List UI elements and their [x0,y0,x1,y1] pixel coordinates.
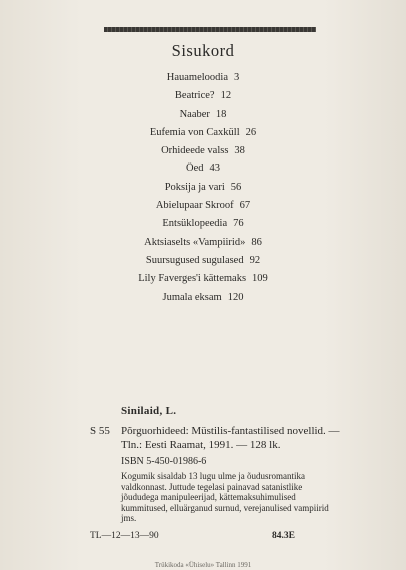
toc-entry-page: 92 [249,254,261,266]
toc-title: Sisukord [171,41,235,60]
toc-entry-page: 76 [233,218,244,230]
toc-entry-title: Naaber [179,108,210,120]
toc-entry [0,234,406,252]
toc-entry-title: Öed [186,163,204,175]
toc-entry [0,69,406,87]
toc-entry-title: Poksija ja vari [164,181,225,193]
decorative-rule [104,27,316,32]
toc-entry-page: 109 [252,273,268,285]
toc-entry-title: Suursugused sugulased [145,254,244,266]
toc-entry-title: Jumala eksam [162,291,222,303]
author-name: Sinilaid, L. [121,405,177,417]
catalog-description: Põrguorhideed: Müstilis-fantastilised novellid. — Tln.: Eesti Raamat, 1991. — 128 lk. [121,425,340,451]
toc-entry [0,106,406,124]
isbn: ISBN 5-450-01986-6 [121,456,207,467]
toc-entry-title: Hauameloodia [166,72,228,83]
toc-entry [0,215,406,233]
toc-entry [0,197,406,215]
toc-entry-title: Aktsiaselts «Vampiirid» [144,236,246,248]
toc-entry [0,124,406,142]
bibliographic-record [90,404,340,524]
toc-entry-page: 3 [233,72,240,83]
toc-entry-page: 26 [245,126,257,138]
tl-number: TL—12—13—90 [90,531,159,541]
toc-entry-page: 18 [215,108,227,120]
toc-entry [0,270,406,288]
toc-entry-page: 56 [230,181,242,193]
toc-entry-title: Abielupaar Skroof [155,200,234,212]
printer-line: Trükikoda «Ühiselu» Tallinn 1991 [154,561,252,569]
catalog-code: S 55 [90,425,110,437]
toc-entry-page: 12 [220,90,232,102]
toc-entry [0,289,406,307]
toc-entry-page: 67 [239,200,251,212]
catalog-entry [90,424,340,452]
price-code: 84.3E [272,531,295,541]
toc-entry [0,142,406,160]
table-of-contents [0,69,406,307]
toc-entry [0,252,406,270]
toc-entry-page: 120 [227,291,244,303]
toc-entry [0,160,406,178]
toc-entry [0,87,406,105]
toc-entry-title: Eufemia von Caxküll [149,126,240,138]
toc-entry-title: Beatrice? [174,90,215,102]
toc-entry-page: 38 [234,145,245,157]
toc-entry-page: 86 [251,236,262,248]
toc-entry-title: Entsüklopeedia [162,218,228,230]
book-abstract: Kogumik sisaldab 13 lugu ulme ja õudusromantika valdkonnast. Juttude tegelasi painavad satanistlike jõududega manipuleerijad, kättemaksuhimulised kummitused, elluärganud surnud, verejanulised vampiirid jms. [121,471,329,523]
toc-entry [0,179,406,197]
toc-entry-title: Lily Faverges'i kättemaks [138,273,247,285]
toc-entry-title: Orhideede valss [161,145,229,157]
toc-entry-page: 43 [209,163,220,175]
